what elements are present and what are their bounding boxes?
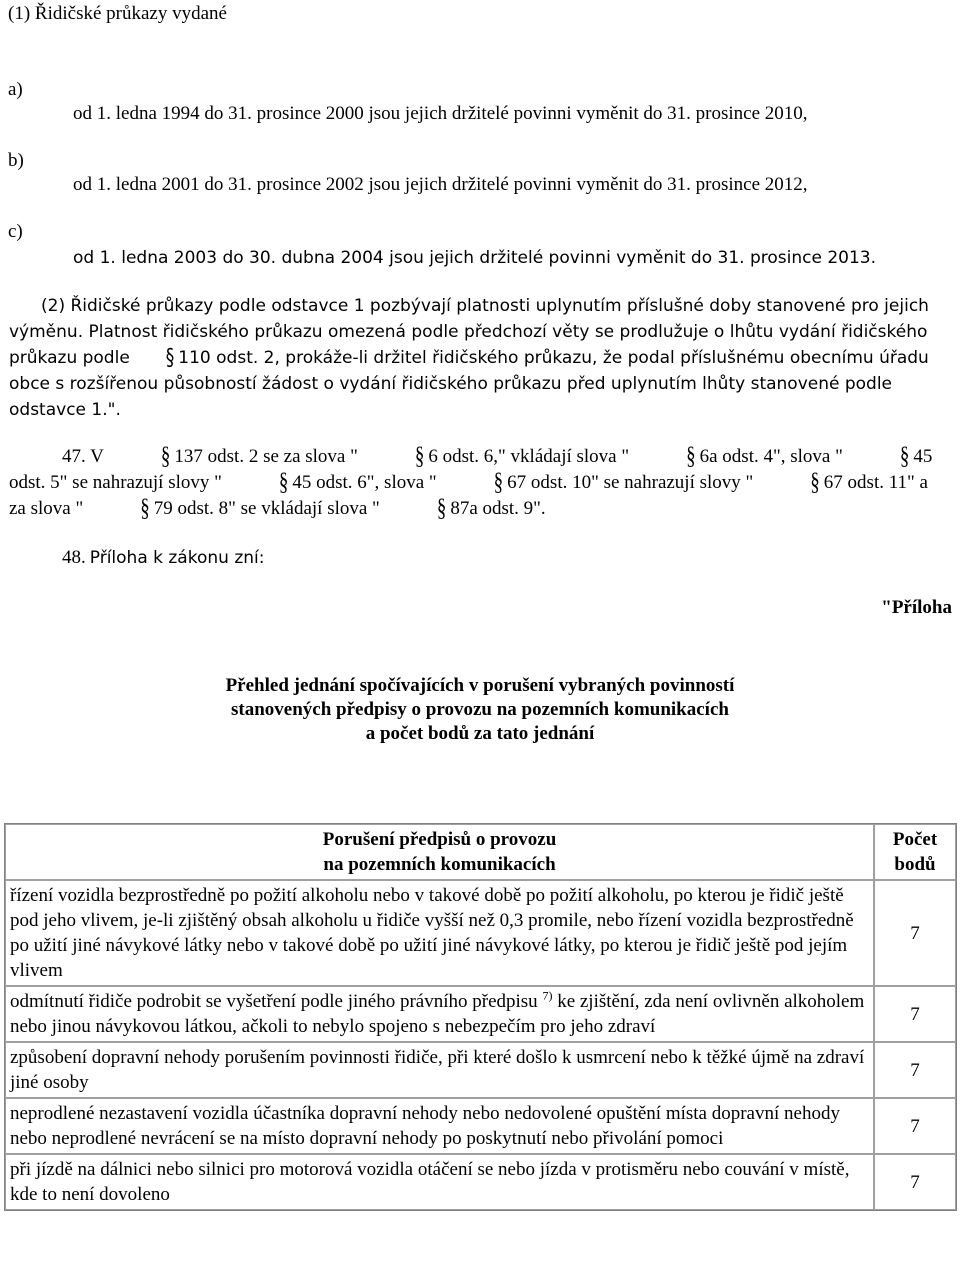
header-points-line: Počet xyxy=(892,829,938,850)
section-sign: § xyxy=(436,494,447,523)
violation-cell: způsobení dopravní nehody porušením povinnosti řidiče, při které došlo k usmrcení nebo k těžké újmě na zdraví jiné osoby xyxy=(5,1042,874,1098)
point-47-part: 47. V xyxy=(62,446,104,467)
point-47-part: 45 odst. 6", slova " xyxy=(292,472,437,493)
item-b-text: od 1. ledna 2001 do 31. prosince 2002 jsou jejich držitelé povinni vyměnit do 31. prosince 2012, xyxy=(73,174,808,195)
item-b-letter: b) xyxy=(8,150,24,171)
table-header-row xyxy=(5,824,956,880)
section-sign: § xyxy=(160,442,171,471)
priloha-label: "Příloha xyxy=(881,597,952,618)
annex-title xyxy=(0,674,960,746)
point-47-part: 87a odst. 9". xyxy=(450,498,546,519)
points-cell: 7 xyxy=(874,1098,956,1154)
section-sign: § xyxy=(165,344,175,372)
point-47-part: 137 odst. 2 se za slova " xyxy=(174,446,358,467)
points-cell: 7 xyxy=(874,1042,956,1098)
violation-cell xyxy=(5,986,874,1042)
header-violation-line: na pozemních komunikacích xyxy=(323,854,556,875)
section-sign: § xyxy=(140,494,150,523)
header-violation-line: Porušení předpisů o provozu xyxy=(322,829,557,850)
annex-title-line: Přehled jednání spočívajících v porušení vybraných povinností xyxy=(225,675,735,696)
points-cell: 7 xyxy=(874,986,956,1042)
point-47-part: 67 odst. 11" a za slova " xyxy=(9,472,928,519)
table-row xyxy=(5,880,956,986)
point-48 xyxy=(62,547,264,569)
table-row xyxy=(5,1154,956,1210)
heading-1: (1) Řidičské průkazy vydané xyxy=(8,3,227,24)
points-cell: 7 xyxy=(874,1154,956,1210)
point-47-part: 79 odst. 8" se vkládají slova " xyxy=(153,498,380,519)
section-sign: § xyxy=(493,468,504,497)
violation-cell: při jízdě na dálnici nebo silnici pro motorová vozidla otáčení se nebo jízda v protisměru nebo couvání v místě, kde to není dovoleno xyxy=(5,1154,874,1210)
section-sign: § xyxy=(414,442,425,471)
violation-cell: neprodlené nezastavení vozidla účastníka dopravní nehody nebo nedovolené opuštění místa dopravní nehody nebo neprodlené nevrácení se na místo dopravní nehody po poskytnutí nebo přivolání pomoci xyxy=(5,1098,874,1154)
violation-text: ke zjištění, zda není ovlivněn alkoholem nebo jinou návykovou látkou, ačkoli to nebylo spojeno s nebezpečím pro jeho zdraví xyxy=(10,991,865,1037)
violation-text: odmítnutí řidiče podrobit se vyšetření podle jiného právního předpisu xyxy=(10,991,538,1012)
footnote-ref: 7) xyxy=(542,988,553,1003)
paragraph-2 xyxy=(9,293,949,423)
annex-title-line: a počet bodů za tato jednání xyxy=(365,723,595,744)
header-violation xyxy=(5,824,874,880)
point-48-text: Příloha k zákonu zní: xyxy=(89,548,265,568)
table-row xyxy=(5,986,956,1042)
item-c-text: od 1. ledna 2003 do 30. dubna 2004 jsou jejich držitelé povinni vyměnit do 31. prosince 2013. xyxy=(73,248,876,268)
section-sign: § xyxy=(899,442,910,471)
point-48-number: 48. xyxy=(62,547,86,568)
annex-title-line: stanovených předpisy o provozu na pozemních komunikacích xyxy=(231,699,729,720)
points-table xyxy=(4,823,957,1211)
paragraph-2-text-b: 110 odst. 2, prokáže-li držitel řidičského průkazu, že podal příslušnému obecnímu úřadu obce s rozšířenou působností žádost o vydání řidičského průkazu před uplynutím lhůty stanovené podle odstavce 1.". xyxy=(9,348,929,420)
points-cell: 7 xyxy=(874,880,956,986)
point-47-part: 67 odst. 10" se nahrazují slovy " xyxy=(507,472,754,493)
point-47-part: 45 odst. 5" se nahrazují slovy " xyxy=(9,446,933,493)
point-47-part: 6 odst. 6," vkládají slova " xyxy=(428,446,630,467)
item-a-letter: a) xyxy=(8,79,23,100)
header-points xyxy=(874,824,956,880)
table-row xyxy=(5,1042,956,1098)
table-row xyxy=(5,1098,956,1154)
paragraph-2-text: (2) Řidičské průkazy podle odstavce 1 pozbývají platnosti uplynutím příslušné doby stanovené pro jejich výměnu. Platnost řidičského průkazu omezená podle předchozí věty se prodlužuje o lhůtu vydání řidičského průkazu podle xyxy=(9,296,929,368)
point-47-part: 6a odst. 4", slova " xyxy=(699,446,843,467)
violation-cell: řízení vozidla bezprostředně po požití alkoholu nebo v takové době po požití alkoholu, po kterou je řidič ještě pod jeho vlivem, je-li zjištěný obsah alkoholu u řidiče vyšší než 0,3 promile, nebo řízení vozidla bezprostředně po užití jiné návykové látky nebo v takové době po užití jiné návykové látky, po kterou je řidič ještě pod jejím vlivem xyxy=(5,880,874,986)
header-points-line: bodů xyxy=(894,854,936,875)
item-c-letter: c) xyxy=(8,221,23,242)
section-sign: § xyxy=(810,468,820,497)
section-sign: § xyxy=(278,468,289,497)
section-sign: § xyxy=(686,442,696,471)
point-47 xyxy=(9,444,949,522)
item-a-text: od 1. ledna 1994 do 31. prosince 2000 jsou jejich držitelé povinni vyměnit do 31. prosince 2010, xyxy=(73,103,808,124)
